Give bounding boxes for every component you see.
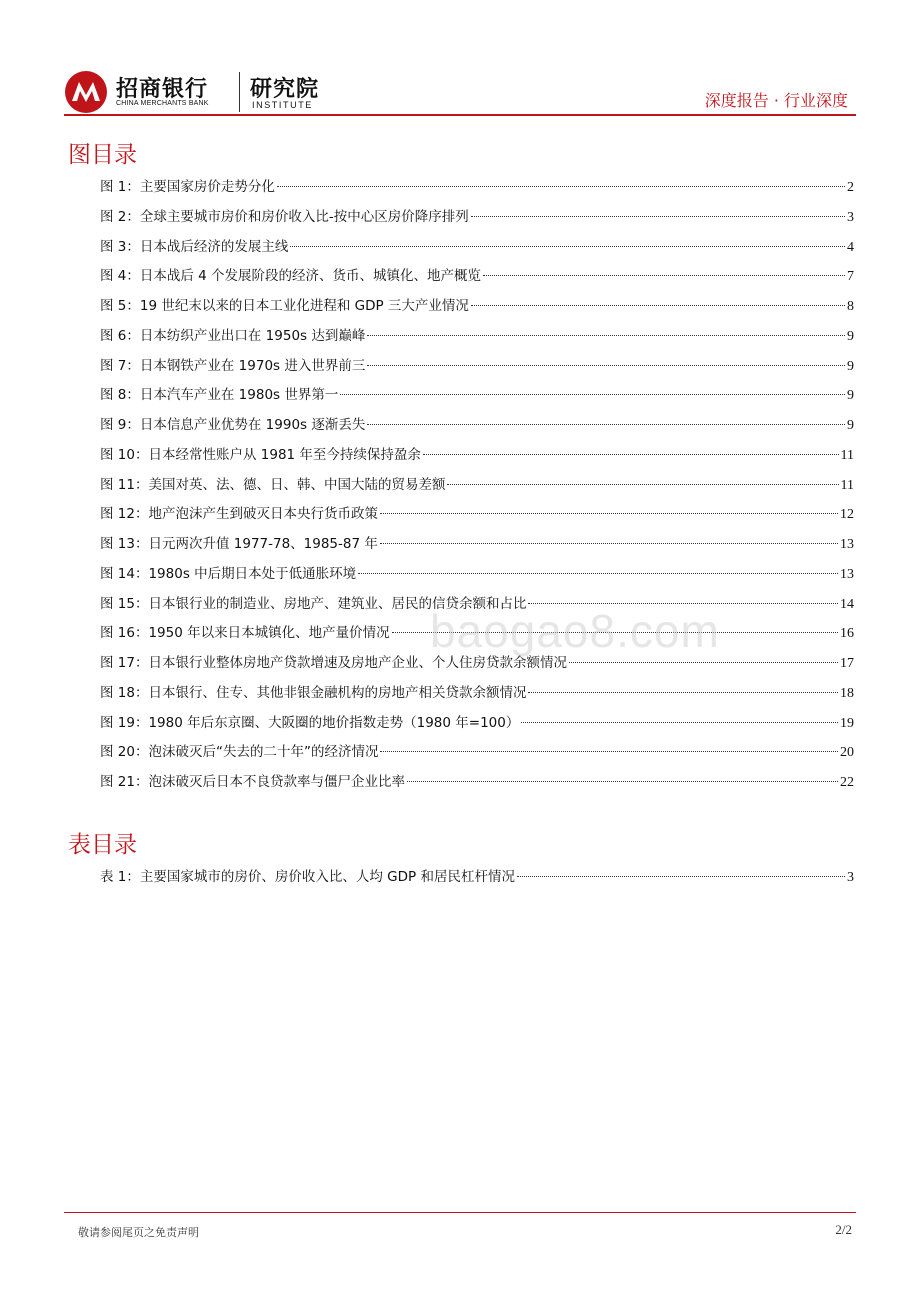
institute-text-en: INSTITUTE	[252, 100, 313, 110]
footer-disclaimer: 敬请参阅尾页之免责声明	[78, 1226, 199, 1239]
toc-entry-page[interactable]: 9	[847, 328, 854, 344]
toc-leader-dots	[569, 662, 838, 663]
toc-leader-dots	[447, 484, 838, 485]
toc-entry-page[interactable]: 7	[847, 269, 854, 285]
tables-toc-title: 表目录	[68, 832, 137, 858]
figure-toc-entry[interactable]	[100, 324, 854, 354]
figure-toc-entry[interactable]	[100, 681, 854, 711]
toc-entry-label[interactable]: 图 9：日本信息产业优势在 1990s 逐渐丢失	[100, 417, 366, 433]
toc-entry-page[interactable]: 11	[840, 447, 854, 463]
figure-toc-entry[interactable]	[100, 235, 854, 265]
toc-entry-label[interactable]: 表 1：主要国家城市的房价、房价收入比、人均 GDP 和居民杠杆情况	[100, 869, 515, 885]
toc-entry-label[interactable]: 图 7：日本钢铁产业在 1970s 进入世界前三	[100, 357, 366, 374]
toc-leader-dots	[471, 305, 845, 306]
toc-entry-label[interactable]: 图 2：全球主要城市房价和房价收入比-按中心区房价降序排列	[100, 208, 469, 225]
toc-leader-dots	[407, 781, 838, 782]
toc-leader-dots	[483, 275, 845, 276]
toc-entry-label[interactable]: 图 13：日元两次升值 1977-78、1985-87 年	[100, 536, 378, 552]
toc-entry-page[interactable]: 14	[840, 596, 854, 612]
toc-entry-label[interactable]: 图 18：日本银行、住专、其他非银金融机构的房地产相关贷款余额情况	[100, 684, 527, 701]
toc-entry-label[interactable]: 图 14：1980s 中后期日本处于低通胀环境	[100, 565, 357, 582]
figure-toc-entry[interactable]	[100, 354, 854, 384]
figure-toc-entry[interactable]	[100, 770, 854, 800]
figure-toc-entry[interactable]	[100, 383, 854, 413]
toc-entry-page[interactable]: 19	[840, 715, 854, 731]
header-divider	[64, 114, 856, 116]
toc-entry-page[interactable]: 17	[840, 656, 854, 671]
toc-entry-label[interactable]: 图 1：主要国家房价走势分化	[100, 179, 275, 195]
table-toc-entry[interactable]	[100, 865, 854, 895]
toc-entry-page[interactable]: 3	[847, 870, 854, 885]
footer-divider	[64, 1212, 856, 1213]
toc-leader-dots	[380, 543, 838, 544]
figures-toc-title: 图目录	[68, 142, 137, 168]
toc-entry-page[interactable]: 8	[847, 299, 854, 314]
figure-toc-entry[interactable]	[100, 205, 854, 235]
toc-entry-label[interactable]: 图 5：19 世纪末以来的日本工业化进程和 GDP 三大产业情况	[100, 298, 469, 314]
figure-toc-entry[interactable]	[100, 264, 854, 294]
tables-toc	[100, 865, 854, 895]
page-number: 2/2	[835, 1222, 852, 1237]
toc-entry-page[interactable]: 16	[840, 626, 854, 642]
institute-text-cn: 研究院	[250, 77, 320, 102]
watermark: baogao8.com	[430, 605, 720, 657]
toc-entry-page[interactable]: 13	[840, 566, 854, 582]
page-header	[64, 66, 856, 114]
toc-leader-dots	[380, 751, 838, 752]
toc-leader-dots	[471, 216, 845, 217]
figure-toc-entry[interactable]	[100, 473, 854, 503]
toc-leader-dots	[517, 876, 845, 877]
toc-leader-dots	[521, 722, 838, 723]
figure-toc-entry[interactable]	[100, 443, 854, 473]
toc-entry-label[interactable]: 图 21：泡沫破灭后日本不良贷款率与僵尸企业比率	[100, 774, 405, 790]
logo-text-cn: 招商银行	[116, 77, 209, 102]
toc-leader-dots	[528, 692, 838, 693]
toc-entry-label[interactable]: 图 11：美国对英、法、德、日、韩、中国大陆的贸易差额	[100, 476, 446, 493]
toc-entry-page[interactable]: 11	[840, 477, 854, 493]
toc-entry-page[interactable]: 4	[847, 239, 854, 255]
toc-entry-label[interactable]: 图 6：日本纺织产业出口在 1950s 达到巅峰	[100, 327, 366, 344]
toc-entry-page[interactable]: 12	[840, 507, 854, 523]
toc-leader-dots	[290, 246, 845, 247]
figure-toc-entry[interactable]	[100, 175, 854, 205]
figures-toc	[100, 175, 854, 800]
toc-entry-label[interactable]: 图 3：日本战后经济的发展主线	[100, 238, 289, 255]
toc-leader-dots	[367, 365, 845, 366]
figure-toc-entry[interactable]	[100, 294, 854, 324]
toc-entry-label[interactable]: 图 15：日本银行业的制造业、房地产、建筑业、居民的信贷余额和占比	[100, 595, 527, 612]
toc-entry-page[interactable]: 2	[847, 180, 854, 195]
toc-leader-dots	[340, 394, 845, 395]
toc-entry-label[interactable]: 图 16：1950 年以来日本城镇化、地产量价情况	[100, 625, 390, 642]
figure-toc-entry[interactable]	[100, 532, 854, 562]
toc-entry-page[interactable]: 3	[847, 209, 854, 225]
toc-entry-label[interactable]: 图 19：1980 年后东京圈、大阪圈的地价指数走势（1980 年=100）	[100, 714, 520, 731]
toc-leader-dots	[358, 573, 838, 574]
figure-toc-entry[interactable]	[100, 562, 854, 592]
toc-entry-page[interactable]: 9	[847, 388, 854, 404]
toc-entry-label[interactable]: 图 12：地产泡沫产生到破灭日本央行货币政策	[100, 506, 378, 523]
toc-entry-label[interactable]: 图 8：日本汽车产业在 1980s 世界第一	[100, 387, 339, 404]
report-type-label: 深度报告 · 行业深度	[704, 91, 848, 110]
logo-divider	[239, 72, 240, 112]
figure-toc-entry[interactable]	[100, 740, 854, 770]
toc-entry-page[interactable]: 9	[847, 418, 854, 433]
toc-leader-dots	[277, 186, 845, 187]
logo-text-en: CHINA MERCHANTS BANK	[116, 100, 209, 107]
toc-entry-page[interactable]: 9	[847, 358, 854, 374]
figure-toc-entry[interactable]	[100, 502, 854, 532]
toc-entry-page[interactable]: 18	[840, 685, 854, 701]
toc-leader-dots	[380, 513, 838, 514]
toc-entry-label[interactable]: 图 20：泡沫破灭后“失去的二十年”的经济情况	[100, 744, 379, 761]
toc-entry-label[interactable]: 图 10：日本经常性账户从 1981 年至今持续保持盈余	[100, 446, 421, 463]
toc-leader-dots	[423, 454, 839, 455]
toc-leader-dots	[367, 335, 845, 336]
toc-entry-page[interactable]: 13	[840, 537, 854, 552]
figure-toc-entry[interactable]	[100, 413, 854, 443]
toc-entry-page[interactable]: 22	[840, 775, 854, 790]
toc-entry-page[interactable]: 20	[840, 745, 854, 761]
cmb-logo-icon	[64, 70, 108, 114]
toc-entry-label[interactable]: 图 4：日本战后 4 个发展阶段的经济、货币、城镇化、地产概览	[100, 268, 482, 285]
toc-leader-dots	[367, 424, 845, 425]
figure-toc-entry[interactable]	[100, 711, 854, 741]
toc-entry-label[interactable]: 图 17：日本银行业整体房地产贷款增速及房地产企业、个人住房贷款余额情况	[100, 655, 567, 671]
